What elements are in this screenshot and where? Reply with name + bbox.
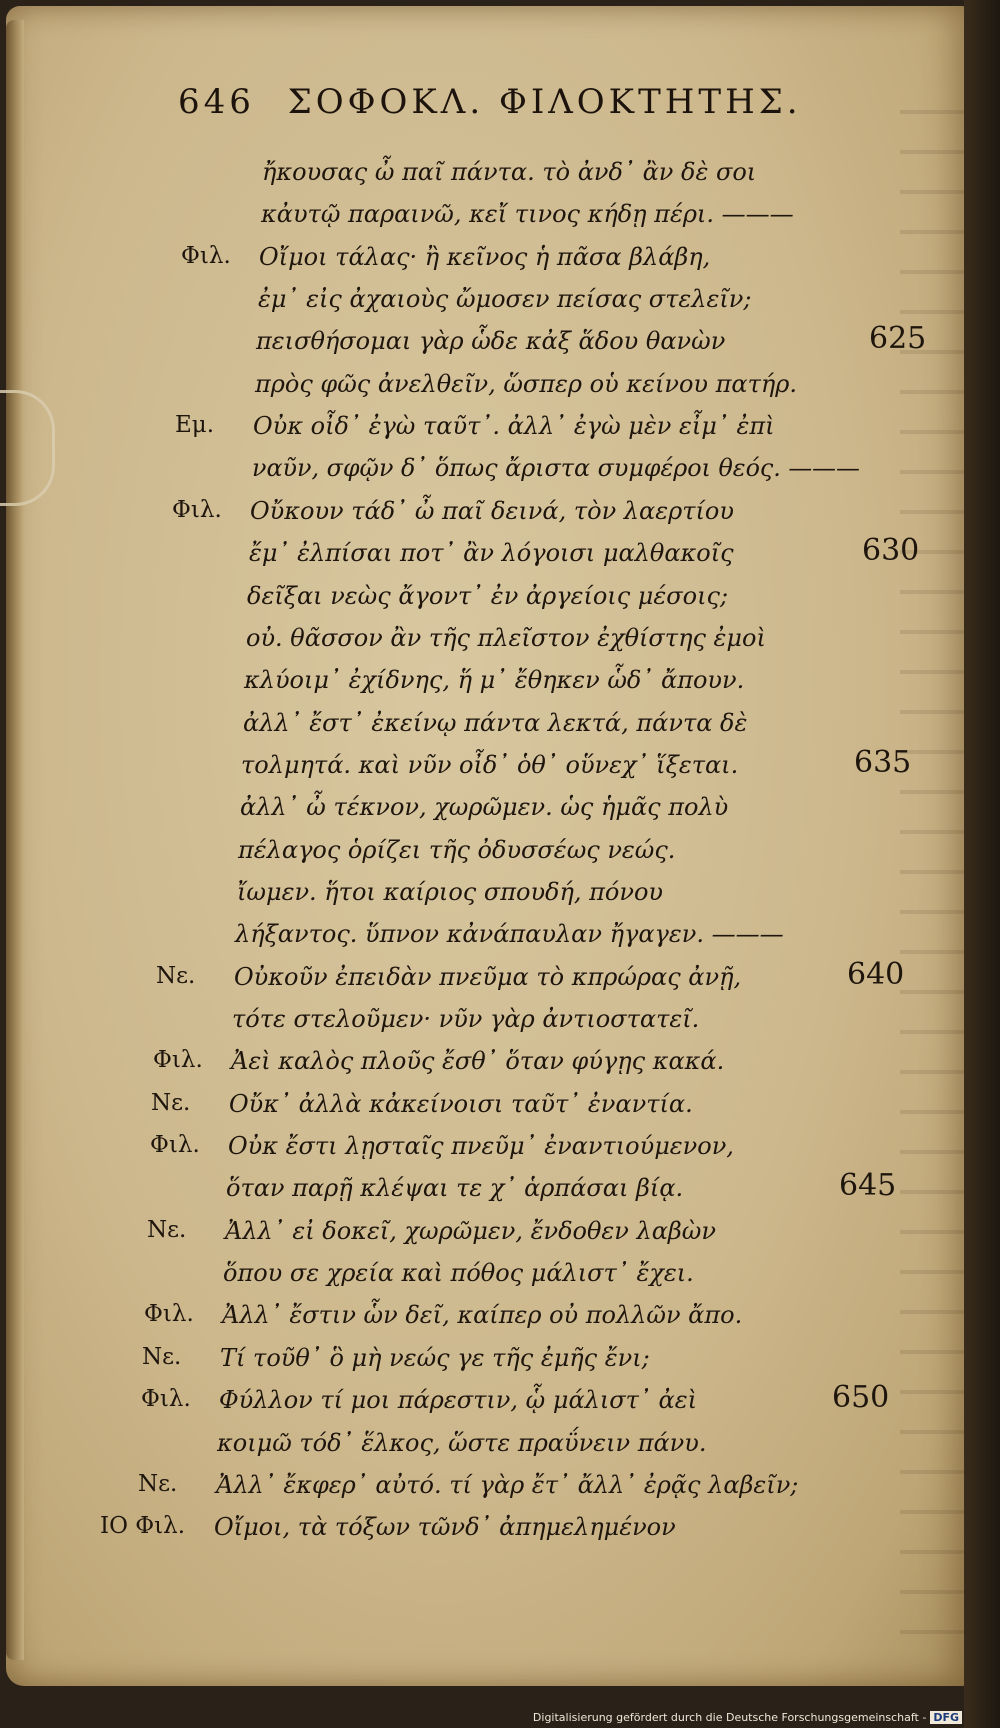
speaker-label: Φιλ. — [150, 1132, 200, 1159]
verse-line: Οἴμοι τάλας· ἢ κεῖνος ἡ πᾶσα βλάβη, — [259, 242, 711, 271]
verse-line: ἔμ᾽ ἐλπίσαι ποτ᾽ ἂν λόγοισι μαλθακοῖς — [249, 539, 734, 568]
facing-page-bleed — [900, 80, 970, 1640]
verse-line: Ἀλλ᾽ ἔκφερ᾽ αὐτό. τί γὰρ ἔτ᾽ ἄλλ᾽ ἐρᾷς λαβεῖν; — [216, 1470, 799, 1499]
speaker-label: Φιλ. — [144, 1301, 194, 1328]
verse-line: ὅταν παρῇ κλέψαι τε χ᾽ ἁρπάσαι βίᾳ. — [226, 1174, 684, 1203]
running-title: ΣΟΦΟΚΛ. ΦΙΛΟΚΤΗΤΗΣ. — [287, 82, 802, 122]
verse-line: τότε στελοῦμεν· νῦν γὰρ ἀντιοστατεῖ. — [232, 1005, 700, 1033]
verse-line: λήξαντος. ὕπνον κἀνάπαυλαν ἤγαγεν. ——— — [235, 920, 784, 949]
page-clip — [0, 390, 55, 506]
speaker-label: Φιλ. — [172, 496, 222, 523]
scan-edge — [964, 0, 1000, 1728]
verse-line: Τί τοῦθ᾽ ὃ μὴ νεώς γε τῆς ἐμῆς ἔνι; — [220, 1343, 650, 1372]
verse-line: Οὔκουν τάδ᾽ ὦ παῖ δεινά, τὸν λαερτίου — [250, 496, 734, 525]
verse-line: ἀλλ᾽ ἔστ᾽ ἐκείνῳ πάντα λεκτά, πάντα δὲ — [243, 708, 748, 737]
speaker-label: Φιλ. — [141, 1386, 191, 1413]
speaker-label: Φιλ. — [153, 1047, 203, 1074]
line-number: 630 — [862, 533, 920, 569]
line-number: 650 — [832, 1380, 890, 1416]
verse-line: Ἀεὶ καλὸς πλοῦς ἔσθ᾽ ὅταν φύγῃς κακά. — [231, 1047, 725, 1076]
verse-line: πεισθήσομαι γὰρ ὧδε κἀξ ἅδου θανὼν — [256, 327, 726, 356]
speaker-label: Νε. — [142, 1343, 182, 1370]
verse-line: Οὐκ οἶδ᾽ ἐγὼ ταῦτ᾽. ἀλλ᾽ ἐγὼ μὲν εἶμ᾽ ἐπὶ — [253, 412, 775, 441]
verse-line: ἤκουσας ὦ παῖ πάντα. τὸ ἀνδ᾽ ἂν δὲ σοι — [262, 158, 757, 186]
verse-line: ὅπου σε χρεία καὶ πόθος μάλιστ᾽ ἔχει. — [223, 1259, 694, 1288]
verse-line: ἀλλ᾽ ὦ τέκνον, χωρῶμεν. ὡς ἡμᾶς πολὺ — [240, 793, 729, 822]
verse-line: κἀυτῷ παραινῶ, κεἴ τινος κήδῃ πέρι. ——— — [261, 200, 794, 229]
speaker-label: Νε. — [151, 1089, 191, 1116]
dfg-logo: DFG — [930, 1711, 962, 1724]
verse-line: Οἴμοι, τὰ τόξων τῶνδ᾽ ἀπημελημένον — [214, 1513, 676, 1542]
verse-line: ἐμ᾽ εἰς ἀχαιοὺς ὤμοσεν πείσας στελεῖν; — [258, 285, 752, 314]
speaker-label: Νε. — [147, 1216, 187, 1243]
verse-line: Ἀλλ᾽ εἰ δοκεῖ, χωρῶμεν, ἔνδοθεν λαβὼν — [225, 1216, 716, 1245]
line-number: 635 — [854, 744, 912, 780]
verse-line: Ἀλλ᾽ ἔστιν ὧν δεῖ, καίπερ οὐ πολλῶν ἄπο. — [222, 1301, 743, 1330]
credit-text: Digitalisierung gefördert durch die Deutsche Forschungsgemeinschaft - — [532, 1711, 927, 1724]
running-header — [178, 82, 802, 122]
page-spine — [6, 20, 24, 1660]
verse-line: δεῖξαι νεὼς ἄγοντ᾽ ἐν ἀργείοις μέσοις; — [247, 581, 729, 610]
line-number: 625 — [869, 321, 927, 357]
verse-line: κοιμῶ τόδ᾽ ἕλκος, ὥστε πραΰνειν πάνυ. — [217, 1428, 707, 1457]
verse-line: Οὐκοῦν ἐπειδὰν πνεῦμα τὸ κπρώρας ἀνῇ, — [234, 962, 742, 991]
verse-line: οὐ. θᾶσσον ἂν τῆς πλεῖστον ἐχθίστης ἐμοὶ — [246, 623, 766, 652]
speaker-label: Εμ. — [175, 412, 215, 439]
verse-line: ναῦν, σφῷν δ᾽ ὅπως ἄριστα συμφέροι θεός. ——— — [252, 454, 860, 483]
digitization-credit — [533, 1711, 962, 1724]
line-number: 645 — [839, 1168, 897, 1204]
speaker-label: Φιλ. — [181, 242, 231, 269]
verse-line: Οὔκ᾽ ἀλλὰ κἀκείνοισι ταῦτ᾽ ἐναντία. — [229, 1089, 693, 1118]
speaker-label: ΙΟ Φιλ. — [100, 1513, 186, 1540]
verse-line: κλύοιμ᾽ ἐχίδνης, ἥ μ᾽ ἔθηκεν ὧδ᾽ ἄπουν. — [244, 666, 745, 695]
verse-line: πρὸς φῶς ἀνελθεῖν, ὥσπερ οὑ κείνου πατήρ. — [255, 369, 797, 398]
verse-line: τολμητά. καὶ νῦν οἶδ᾽ ὁθ᾽ οὕνεχ᾽ ἵξεται. — [241, 750, 739, 779]
verse-line: πέλαγος ὁρίζει τῆς ὀδυσσέως νεώς. — [238, 835, 676, 864]
speaker-label: Νε. — [138, 1470, 178, 1497]
verse-line: Φύλλον τί μοι πάρεστιν, ᾧ μάλιστ᾽ ἀεὶ — [219, 1386, 698, 1415]
verse-line: Οὐκ ἔστι λῃσταῖς πνεῦμ᾽ ἐναντιούμενον, — [228, 1132, 734, 1161]
speaker-label: Νε. — [156, 962, 196, 989]
page-number: 646 — [178, 82, 255, 122]
line-number: 640 — [847, 956, 905, 992]
verse-line: ἴωμεν. ἥτοι καίριος σπουδή, πόνου — [237, 877, 663, 906]
